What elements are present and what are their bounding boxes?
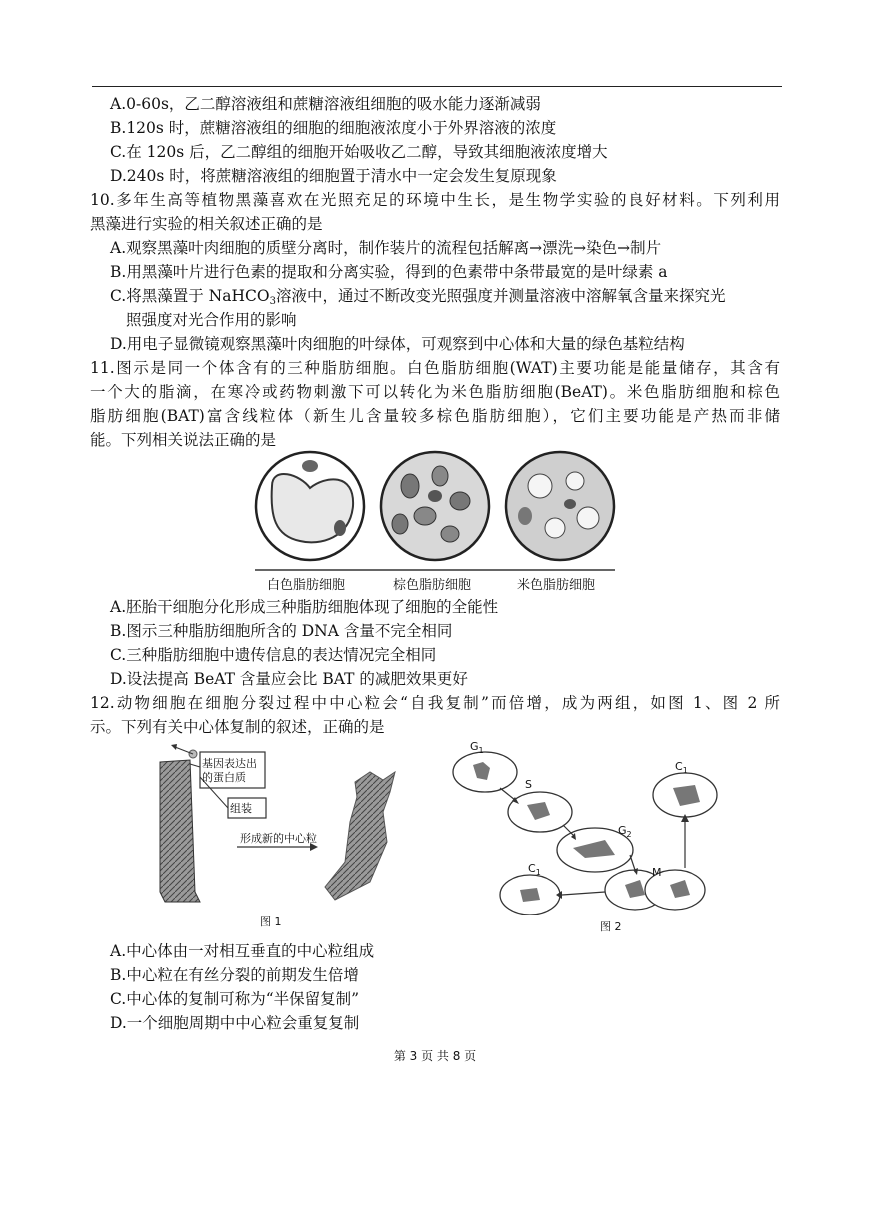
figure-2-cell-cycle <box>445 740 735 915</box>
q9-option-c: C.在 120s 后，乙二醇组的细胞开始吸收乙二醇，导致其细胞液浓度增大 <box>110 143 608 161</box>
fig2-label-c1-top <box>675 760 688 775</box>
q10-option-a: A.观察黑藻叶肉细胞的质壁分离时，制作装片的流程包括解离→漂洗→染色→制片 <box>110 239 662 257</box>
q9-option-a: A.0-60s，乙二醇溶液组和蔗糖溶液组细胞的吸水能力逐渐减弱 <box>110 95 541 113</box>
q11-stem-line4: 能。下列相关说法正确的是 <box>90 431 277 449</box>
c1b-sub: 1 <box>535 868 541 877</box>
fig-label-beige: 米色脂肪细胞 <box>517 578 596 593</box>
fig1-label-protein-line2: 的蛋白质 <box>202 771 246 784</box>
fig-label-brown: 棕色脂肪细胞 <box>393 578 472 593</box>
q11-option-d: D.设法提高 BeAT 含量应会比 BAT 的减肥效果更好 <box>110 670 468 688</box>
q12-stem-line2: 示。下列有关中心体复制的叙述，正确的是 <box>90 718 385 736</box>
q9-option-d: D.240s 时，将蔗糖溶液组的细胞置于清水中一定会发生复原现象 <box>110 167 557 185</box>
q10-option-b: B.用黑藻叶片进行色素的提取和分离实验，得到的色素带中条带最宽的是叶绿素 a <box>110 263 668 281</box>
c1b-letter: C <box>528 862 536 875</box>
beige-fat-cell <box>506 452 614 560</box>
fig2-label-g2 <box>618 824 632 839</box>
q10-stem-line2: 黑藻进行实验的相关叙述正确的是 <box>90 215 323 233</box>
figure-1-centriole <box>145 742 420 907</box>
fig2-label-c1-bottom <box>528 862 541 877</box>
q10-stem-line1: 10.多年生高等植物黑藻喜欢在光照充足的环境中生长，是生物学实验的良好材料。下列利用 <box>90 191 780 209</box>
c1-letter: C <box>675 760 683 773</box>
g1-letter: G <box>470 740 479 753</box>
q12-stem-line1: 12.动物细胞在细胞分裂过程中中心粒会“自我复制”而倍增，成为两组，如图 1、图 2 所 <box>90 694 780 712</box>
fig2-label-m: M <box>652 866 662 879</box>
fig-label-white: 白色脂肪细胞 <box>267 578 346 593</box>
q11-option-c: C.三种脂肪细胞中遗传信息的表达情况完全相同 <box>110 646 437 664</box>
g2-sub: 2 <box>626 830 632 839</box>
g2-letter: G <box>618 824 627 837</box>
q12-option-b: B.中心粒在有丝分裂的前期发生倍增 <box>110 966 359 984</box>
q11-stem-line1: 11.图示是同一个体含有的三种脂肪细胞。白色脂肪细胞(WAT)主要功能是能量储存，其含有 <box>90 359 780 377</box>
header-rule <box>92 86 782 87</box>
subscript: 3 <box>269 296 276 307</box>
q10-option-c-part1: C.将黑藻置于 NaHCO <box>110 287 270 305</box>
fig2-label-g1 <box>470 740 484 755</box>
white-fat-cell <box>256 452 364 560</box>
c1-sub: 1 <box>682 766 688 775</box>
brown-fat-cell <box>381 452 489 560</box>
fig1-caption: 图 1 <box>260 915 282 928</box>
g1-sub: 1 <box>478 746 484 755</box>
q11-stem-line2: 一个大的脂滴，在寒冷或药物刺激下可以转化为米色脂肪细胞(BeAT)。米色脂肪细胞和棕色 <box>90 383 780 401</box>
fig1-label-protein-line1: 基因表达出 <box>202 757 257 770</box>
q12-option-a: A.中心体由一对相互垂直的中心粒组成 <box>110 942 375 960</box>
fig2-label-s: S <box>525 778 532 791</box>
q10-option-c-part2: 溶液中，通过不断改变光照强度并测量溶液中溶解氧含量来探究光 <box>275 287 726 305</box>
q10-option-d: D.用电子显微镜观察黑藻叶肉细胞的叶绿体，可观察到中心体和大量的绿色基粒结构 <box>110 335 685 353</box>
q10-option-c-line2: 照强度对光合作用的影响 <box>126 311 297 329</box>
q12-option-d: D.一个细胞周期中中心粒会重复复制 <box>110 1014 360 1032</box>
q11-option-a: A.胚胎干细胞分化形成三种脂肪细胞体现了细胞的全能性 <box>110 598 499 616</box>
q11-option-b: B.图示三种脂肪细胞所含的 DNA 含量不完全相同 <box>110 622 453 640</box>
fig2-caption: 图 2 <box>600 920 622 933</box>
q11-stem-line3: 脂肪细胞(BAT)富含线粒体（新生儿含量较多棕色脂肪细胞），它们主要功能是产热而非储 <box>90 407 780 425</box>
q9-option-b: B.120s 时，蔗糖溶液组的细胞的细胞液浓度小于外界溶液的浓度 <box>110 119 557 137</box>
fig1-label-arrow: 形成新的中心粒 <box>240 832 317 845</box>
q12-option-c: C.中心体的复制可称为“半保留复制” <box>110 990 360 1008</box>
fig1-label-assemble: 组装 <box>230 802 252 815</box>
page-footer: 第 3 页 共 8 页 <box>393 1049 477 1063</box>
